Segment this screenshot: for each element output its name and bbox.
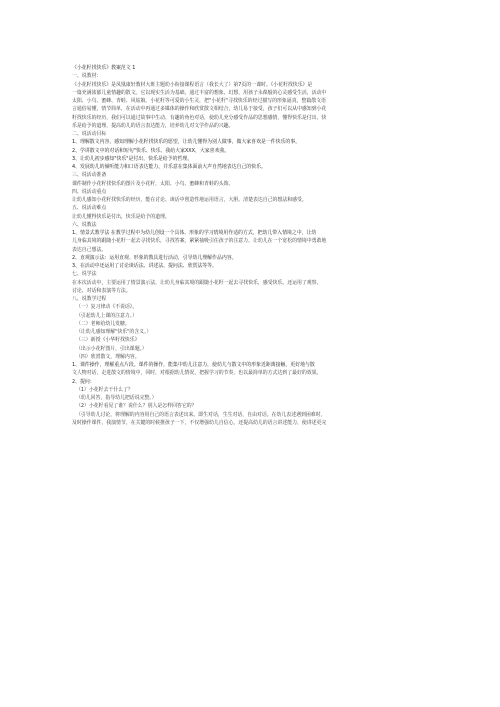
paragraph-line: 让幼儿懂得快乐是付出，快乐是给予的道理。 <box>72 213 170 220</box>
paragraph-line: 儿身临其境的跟随小花籽一起去寻找快乐，寻找答案，紧紧抽吸引住孩子的注意力，让幼儿在一个宽松的情境中勇敢地 <box>72 238 327 245</box>
paragraph-line: 在本次活动中，主要运用了情景演示法，让幼儿身临其境的跟随小花籽一起去寻找快乐，感受快乐。还运用了观察， <box>72 279 322 286</box>
list-item: （三）新授《小华籽找快乐》 <box>76 337 140 344</box>
document-title: 《小花籽找快乐》教案范文 1 <box>72 65 136 71</box>
list-item: （2）小花籽看见了谁？说什么？别人是怎样回答它的？ <box>76 403 197 410</box>
list-item: （1）小花籽去干什么了？ <box>76 386 133 393</box>
paragraph-line: 课件制作小花籽找快乐的图片及小花籽，太阳、小鸟、蜜蜂和青蛙的头饰。 <box>72 180 234 187</box>
list-item: 3、让幼儿初步感知"快乐"是付出，快乐是给予的哲理。 <box>72 155 193 162</box>
paragraph-line: 文人物对话，走进散文的情境中，同时，对根据幼儿情况，把握学习的节奏，也以最简单的方式达到了最好的效果。 <box>72 370 322 377</box>
paragraph-line: 让幼儿感知小花籽找快乐的经历，能在讨论、谈话中创造性地运用语言，大胆、清楚表达自己的想法和感受。 <box>72 197 307 203</box>
paragraph-line: 讨论、对话和表演等方法。 <box>72 287 131 294</box>
list-item: 2、提问： <box>72 378 95 385</box>
section-heading: 三、说活动准备 <box>72 172 107 179</box>
list-item: （出示小花籽图片，引出课题。） <box>76 345 147 352</box>
list-item: 4、发展幼儿的倾听能力和口语表达能力，并乐意在集体面前大声自然地表达自己的快乐。 <box>72 164 266 170</box>
paragraph-line: 太阳、小鸟、蜜蜂、青蛙、风姑娘、小花籽等可爱的小生灵，把"小花籽"寻找快乐的经过描写的形象逼真，整篇散文语 <box>72 98 326 104</box>
list-item: （四）欣赏散文，理解内容。 <box>76 353 140 360</box>
paragraph-line: 《小花籽找快乐》是凤凰康轩教材大班主题幼小衔接课程语言（我长大了）第7页的一课时。《小花籽找快乐》是 <box>72 81 313 88</box>
paragraph-line: 表达自己想法。 <box>72 246 107 253</box>
section-heading: 八、说教学过程 <box>72 296 107 302</box>
list-item: 1、课件操作，理解重点片段。课件的操作，能集中幼儿注意力，使幼儿与散文中的形象近距离接触，更好地与散 <box>72 362 315 368</box>
list-item: 2、学讲散文中的对话和短句"快乐、快乐、我给大家XXX，大家喜欢我。 <box>72 147 230 154</box>
list-item: 2、直观演示法：运用直观、形象的教具进行活动，引导幼儿理解作品内容。 <box>72 254 237 261</box>
paragraph-line: 及时操作课件，我演情节，在关键的时候推孩子一下，不仅增强幼儿自信心，还提高幼儿的语言讲述能力，使讲述更完 <box>72 419 327 426</box>
document-page <box>72 64 427 427</box>
section-heading: 七、说学法 <box>72 271 97 278</box>
section-heading: 五、说活动难点 <box>72 205 107 212</box>
list-item: 3、在活动中还运用了讨论谈话法、讲述法、提问法、欣赏法等等。 <box>72 263 217 269</box>
list-item: （二）老师给幼儿发糖。 <box>76 320 130 327</box>
section-heading: 四、说活动重点 <box>72 188 107 195</box>
section-heading: 六、说教法 <box>72 221 97 228</box>
list-item: 1、情景式教学法 在教学过程中为幼儿创设一个具体、形象的学习情境用作适的方式，把幼儿带入情境之中，让幼 <box>72 230 317 236</box>
paragraph-line: 言通俗易懂，情节简单，在活动中再通过多媒体的操作和欣赏散文相结合，幼儿易于接受，孩子们可以从中感知到小花 <box>72 106 327 113</box>
paragraph-line: 乐是给予的道理，提高幼儿的语言表达能力，培养幼儿对文学作品的兴趣。 <box>72 122 234 129</box>
list-item: （一）复习律动《不说话》。 <box>76 304 138 311</box>
section-heading: 一、说教材： <box>72 73 102 80</box>
paragraph-line: 籽找快乐的经历，我们可以通过故事中生动、有趣的角色对话，使幼儿充分感受作品的思想感情，懂得快乐是付出，快 <box>72 114 327 121</box>
list-item: （引起幼儿上课的注意力。） <box>76 312 138 319</box>
section-heading: 二、说活动目标 <box>72 131 107 137</box>
list-item: （让幼儿感知理解"快乐"的含义。） <box>76 329 152 335</box>
paragraph-line: 一篇充满浓郁儿童情趣的散文。它以现实生活为基础，通过丰富的想象、幻想，用孩子永葆般的心灵感受生活，活动中 <box>72 89 327 96</box>
paragraph-line: （引导幼儿讨论，将理解的内容用自己的语言表述出来。即生对话，生生对话，自由对话。在幼儿表述遇到困难时， <box>76 411 326 418</box>
list-item: （幼儿回答，指导幼儿把话说完整。） <box>76 395 157 401</box>
list-item: 1、理解散文内容，感知理解小花籽找快乐的愿望，让幼儿懂得为别人做事，做大家喜欢是一件快乐的事。 <box>72 139 301 146</box>
